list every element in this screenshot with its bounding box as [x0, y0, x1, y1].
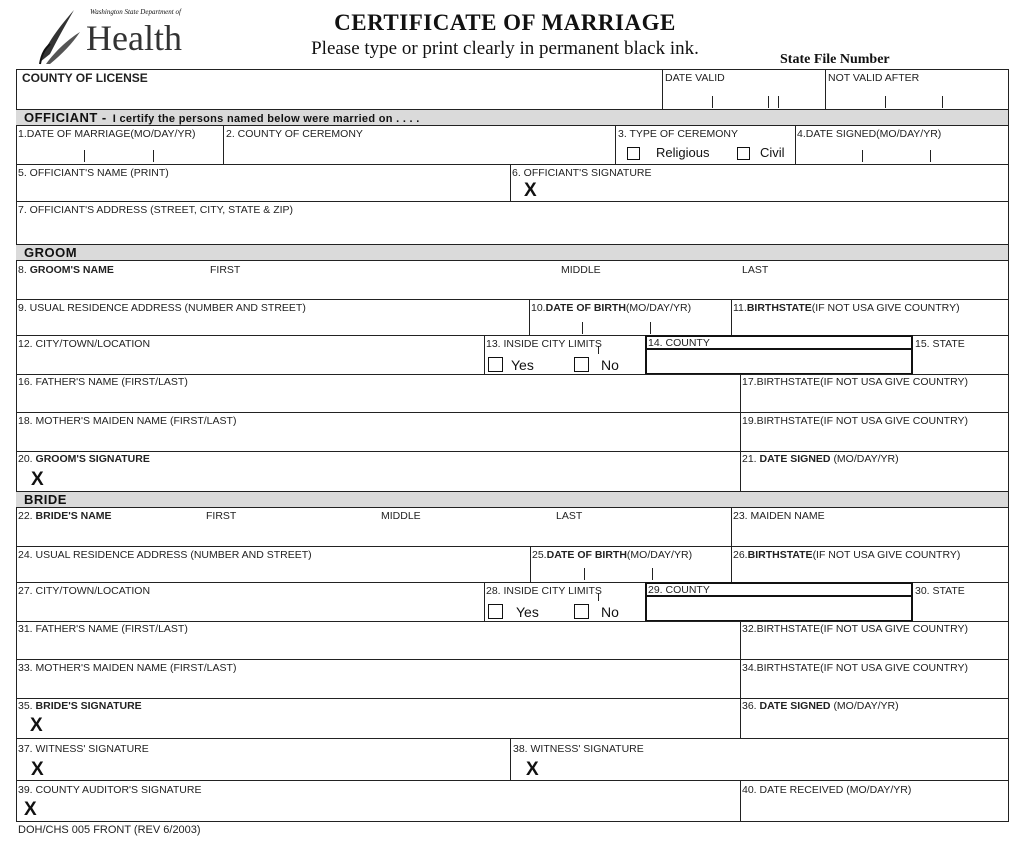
officiant-address-label: 7. OFFICIANT'S ADDRESS (STREET, CITY, STATE & ZIP) — [18, 204, 294, 216]
groom-residence-address-field[interactable] — [18, 316, 526, 334]
bride-name-field[interactable] — [18, 524, 728, 544]
date-valid-field[interactable] — [664, 86, 824, 108]
doh-logo — [36, 4, 196, 68]
witness1-signature-label: 37. WITNESS' SIGNATURE — [18, 743, 149, 755]
date-of-marriage-field[interactable] — [18, 142, 222, 162]
bride-father-name-field[interactable] — [18, 637, 738, 657]
groom-middle-label: MIDDLE — [561, 264, 601, 276]
groom-first-label: FIRST — [210, 264, 241, 276]
bride-city-no-label: No — [601, 604, 619, 620]
logo-agency: Washington State Department of — [90, 8, 181, 16]
groom-birthstate-field[interactable] — [733, 316, 1006, 334]
bride-residence-address-label: 24. USUAL RESIDENCE ADDRESS (NUMBER AND STREET) — [18, 549, 312, 561]
bride-birthstate-field[interactable] — [733, 563, 1006, 581]
bride-dob-field[interactable] — [532, 563, 729, 581]
groom-inside-city-limits-label: 13. INSIDE CITY LIMITS — [486, 338, 602, 350]
groom-section-header — [16, 244, 1008, 261]
groom-county-label: 14. COUNTY — [648, 337, 710, 349]
groom-city-no-checkbox[interactable] — [574, 357, 589, 372]
auditor-signature-x[interactable]: X — [24, 799, 37, 820]
bride-county-label: 29. COUNTY — [648, 584, 710, 596]
bride-birthstate-label: 26.BIRTHSTATE(IF NOT USA GIVE COUNTRY) — [733, 549, 961, 561]
religious-checkbox[interactable] — [627, 147, 640, 160]
bride-date-signed-label: 36. DATE SIGNED (MO/DAY/YR) — [742, 700, 899, 712]
groom-birthstate-label: 11.BIRTHSTATE(IF NOT USA GIVE COUNTRY) — [733, 302, 960, 314]
not-valid-after-label: NOT VALID AFTER — [828, 72, 920, 84]
form-subtitle: Please type or print clearly in permanent black ink. — [311, 38, 699, 59]
bride-inside-city-limits-label: 28. INSIDE CITY LIMITS — [486, 585, 602, 597]
bride-mother-birthstate-field[interactable] — [742, 676, 1006, 696]
officiant-section-title: OFFICIANT - — [24, 110, 107, 125]
witness2-signature-label: 38. WITNESS' SIGNATURE — [513, 743, 644, 755]
groom-state-field[interactable] — [915, 352, 1006, 372]
bride-mother-birthstate-label: 34.BIRTHSTATE(IF NOT USA GIVE COUNTRY) — [742, 662, 968, 674]
officiant-signature-x[interactable]: X — [524, 180, 537, 201]
groom-residence-address-label: 9. USUAL RESIDENCE ADDRESS (NUMBER AND STREET) — [18, 302, 306, 314]
groom-mother-name-field[interactable] — [18, 429, 738, 449]
form-title: CERTIFICATE OF MARRIAGE — [334, 10, 676, 35]
bride-dob-label: 25.DATE OF BIRTH(MO/DAY/YR) — [532, 549, 693, 561]
bride-residence-address-field[interactable] — [18, 563, 528, 581]
bride-father-birthstate-label: 32.BIRTHSTATE(IF NOT USA GIVE COUNTRY) — [742, 623, 968, 635]
bride-city-label: 27. CITY/TOWN/LOCATION — [18, 585, 151, 597]
groom-last-label: LAST — [742, 264, 769, 276]
groom-mother-name-label: 18. MOTHER'S MAIDEN NAME (FIRST/LAST) — [18, 415, 237, 427]
bride-date-signed-field[interactable] — [742, 714, 1006, 736]
witness1-signature-x[interactable]: X — [31, 759, 44, 780]
bride-name-label: 22. BRIDE'S NAME — [18, 510, 112, 522]
groom-city-yes-label: Yes — [511, 357, 534, 373]
county-of-license-field[interactable] — [18, 86, 660, 108]
groom-mother-birthstate-label: 19.BIRTHSTATE(IF NOT USA GIVE COUNTRY) — [742, 415, 968, 427]
bride-signature-x[interactable]: X — [30, 715, 43, 736]
groom-signature-label: 20. GROOM'S SIGNATURE — [18, 453, 150, 465]
county-of-license-label: COUNTY OF LICENSE — [22, 71, 148, 85]
bride-city-yes-label: Yes — [516, 604, 539, 620]
religious-label: Religious — [656, 145, 710, 160]
groom-mother-birthstate-field[interactable] — [742, 429, 1006, 449]
bride-mother-name-field[interactable] — [18, 676, 738, 696]
groom-name-label: 8. GROOM'S NAME — [18, 264, 114, 276]
witness2-signature-x[interactable]: X — [526, 759, 539, 780]
officiant-section-header — [16, 109, 1008, 126]
not-valid-after-field[interactable] — [827, 86, 1007, 108]
bride-middle-label: MIDDLE — [381, 510, 421, 522]
bride-last-label: LAST — [556, 510, 583, 522]
bride-father-birthstate-field[interactable] — [742, 637, 1006, 657]
auditor-signature-label: 39. COUNTY AUDITOR'S SIGNATURE — [18, 784, 202, 796]
bride-state-label: 30. STATE — [915, 585, 965, 597]
bride-father-name-label: 31. FATHER'S NAME (FIRST/LAST) — [18, 623, 188, 635]
officiant-date-signed-label: 4.DATE SIGNED(MO/DAY/YR) — [797, 128, 942, 140]
officiant-address-field[interactable] — [18, 218, 1006, 242]
bride-signature-label: 35. BRIDE'S SIGNATURE — [18, 700, 142, 712]
groom-father-birthstate-label: 17.BIRTHSTATE(IF NOT USA GIVE COUNTRY) — [742, 376, 968, 388]
groom-city-no-label: No — [601, 357, 619, 373]
bride-city-yes-checkbox[interactable] — [488, 604, 503, 619]
civil-checkbox[interactable] — [737, 147, 750, 160]
date-received-label: 40. DATE RECEIVED (MO/DAY/YR) — [742, 784, 912, 796]
groom-section-title: GROOM — [24, 245, 78, 260]
groom-dob-label: 10.DATE OF BIRTH(MO/DAY/YR) — [531, 302, 692, 314]
bride-maiden-name-label: 23. MAIDEN NAME — [733, 510, 825, 522]
groom-city-label: 12. CITY/TOWN/LOCATION — [18, 338, 151, 350]
bride-city-field[interactable] — [18, 599, 482, 619]
groom-date-signed-label: 21. DATE SIGNED (MO/DAY/YR) — [742, 453, 899, 465]
date-received-field[interactable] — [742, 798, 1006, 819]
bride-state-field[interactable] — [915, 599, 1006, 619]
groom-date-signed-field[interactable] — [742, 467, 1006, 489]
groom-father-name-label: 16. FATHER'S NAME (FIRST/LAST) — [18, 376, 188, 388]
form-number-footer: DOH/CHS 005 FRONT (REV 6/2003) — [18, 824, 201, 836]
officiant-signature-label: 6. OFFICIANT'S SIGNATURE — [512, 167, 652, 179]
feather-icon — [36, 4, 88, 68]
groom-city-yes-checkbox[interactable] — [488, 357, 503, 372]
officiant-name-field[interactable] — [18, 181, 508, 199]
logo-health: Health — [86, 18, 182, 58]
date-of-marriage-label: 1.DATE OF MARRIAGE(MO/DAY/YR) — [18, 128, 196, 140]
bride-section-header — [16, 491, 1008, 508]
bride-city-no-checkbox[interactable] — [574, 604, 589, 619]
groom-state-label: 15. STATE — [915, 338, 965, 350]
groom-father-name-field[interactable] — [18, 390, 738, 410]
bride-first-label: FIRST — [206, 510, 237, 522]
civil-label: Civil — [760, 145, 785, 160]
county-of-ceremony-label: 2. COUNTY OF CEREMONY — [226, 128, 363, 140]
officiant-date-signed-field[interactable] — [798, 142, 1006, 162]
officiant-certify-text: I certify the persons named below were married on . . . . — [112, 113, 420, 125]
county-of-ceremony-field[interactable] — [226, 142, 614, 162]
bride-mother-name-label: 33. MOTHER'S MAIDEN NAME (FIRST/LAST) — [18, 662, 237, 674]
groom-dob-field[interactable] — [531, 316, 729, 334]
groom-name-field[interactable] — [18, 278, 1006, 298]
type-of-ceremony-label: 3. TYPE OF CEREMONY — [618, 128, 738, 140]
bride-section-title: BRIDE — [24, 492, 67, 507]
groom-city-field[interactable] — [18, 352, 482, 372]
state-file-number-label: State File Number — [780, 52, 890, 67]
date-valid-label: DATE VALID — [665, 72, 725, 84]
officiant-name-label: 5. OFFICIANT'S NAME (PRINT) — [18, 167, 169, 179]
groom-signature-x[interactable]: X — [31, 469, 44, 490]
groom-father-birthstate-field[interactable] — [742, 390, 1006, 410]
bride-maiden-name-field[interactable] — [733, 524, 1006, 544]
